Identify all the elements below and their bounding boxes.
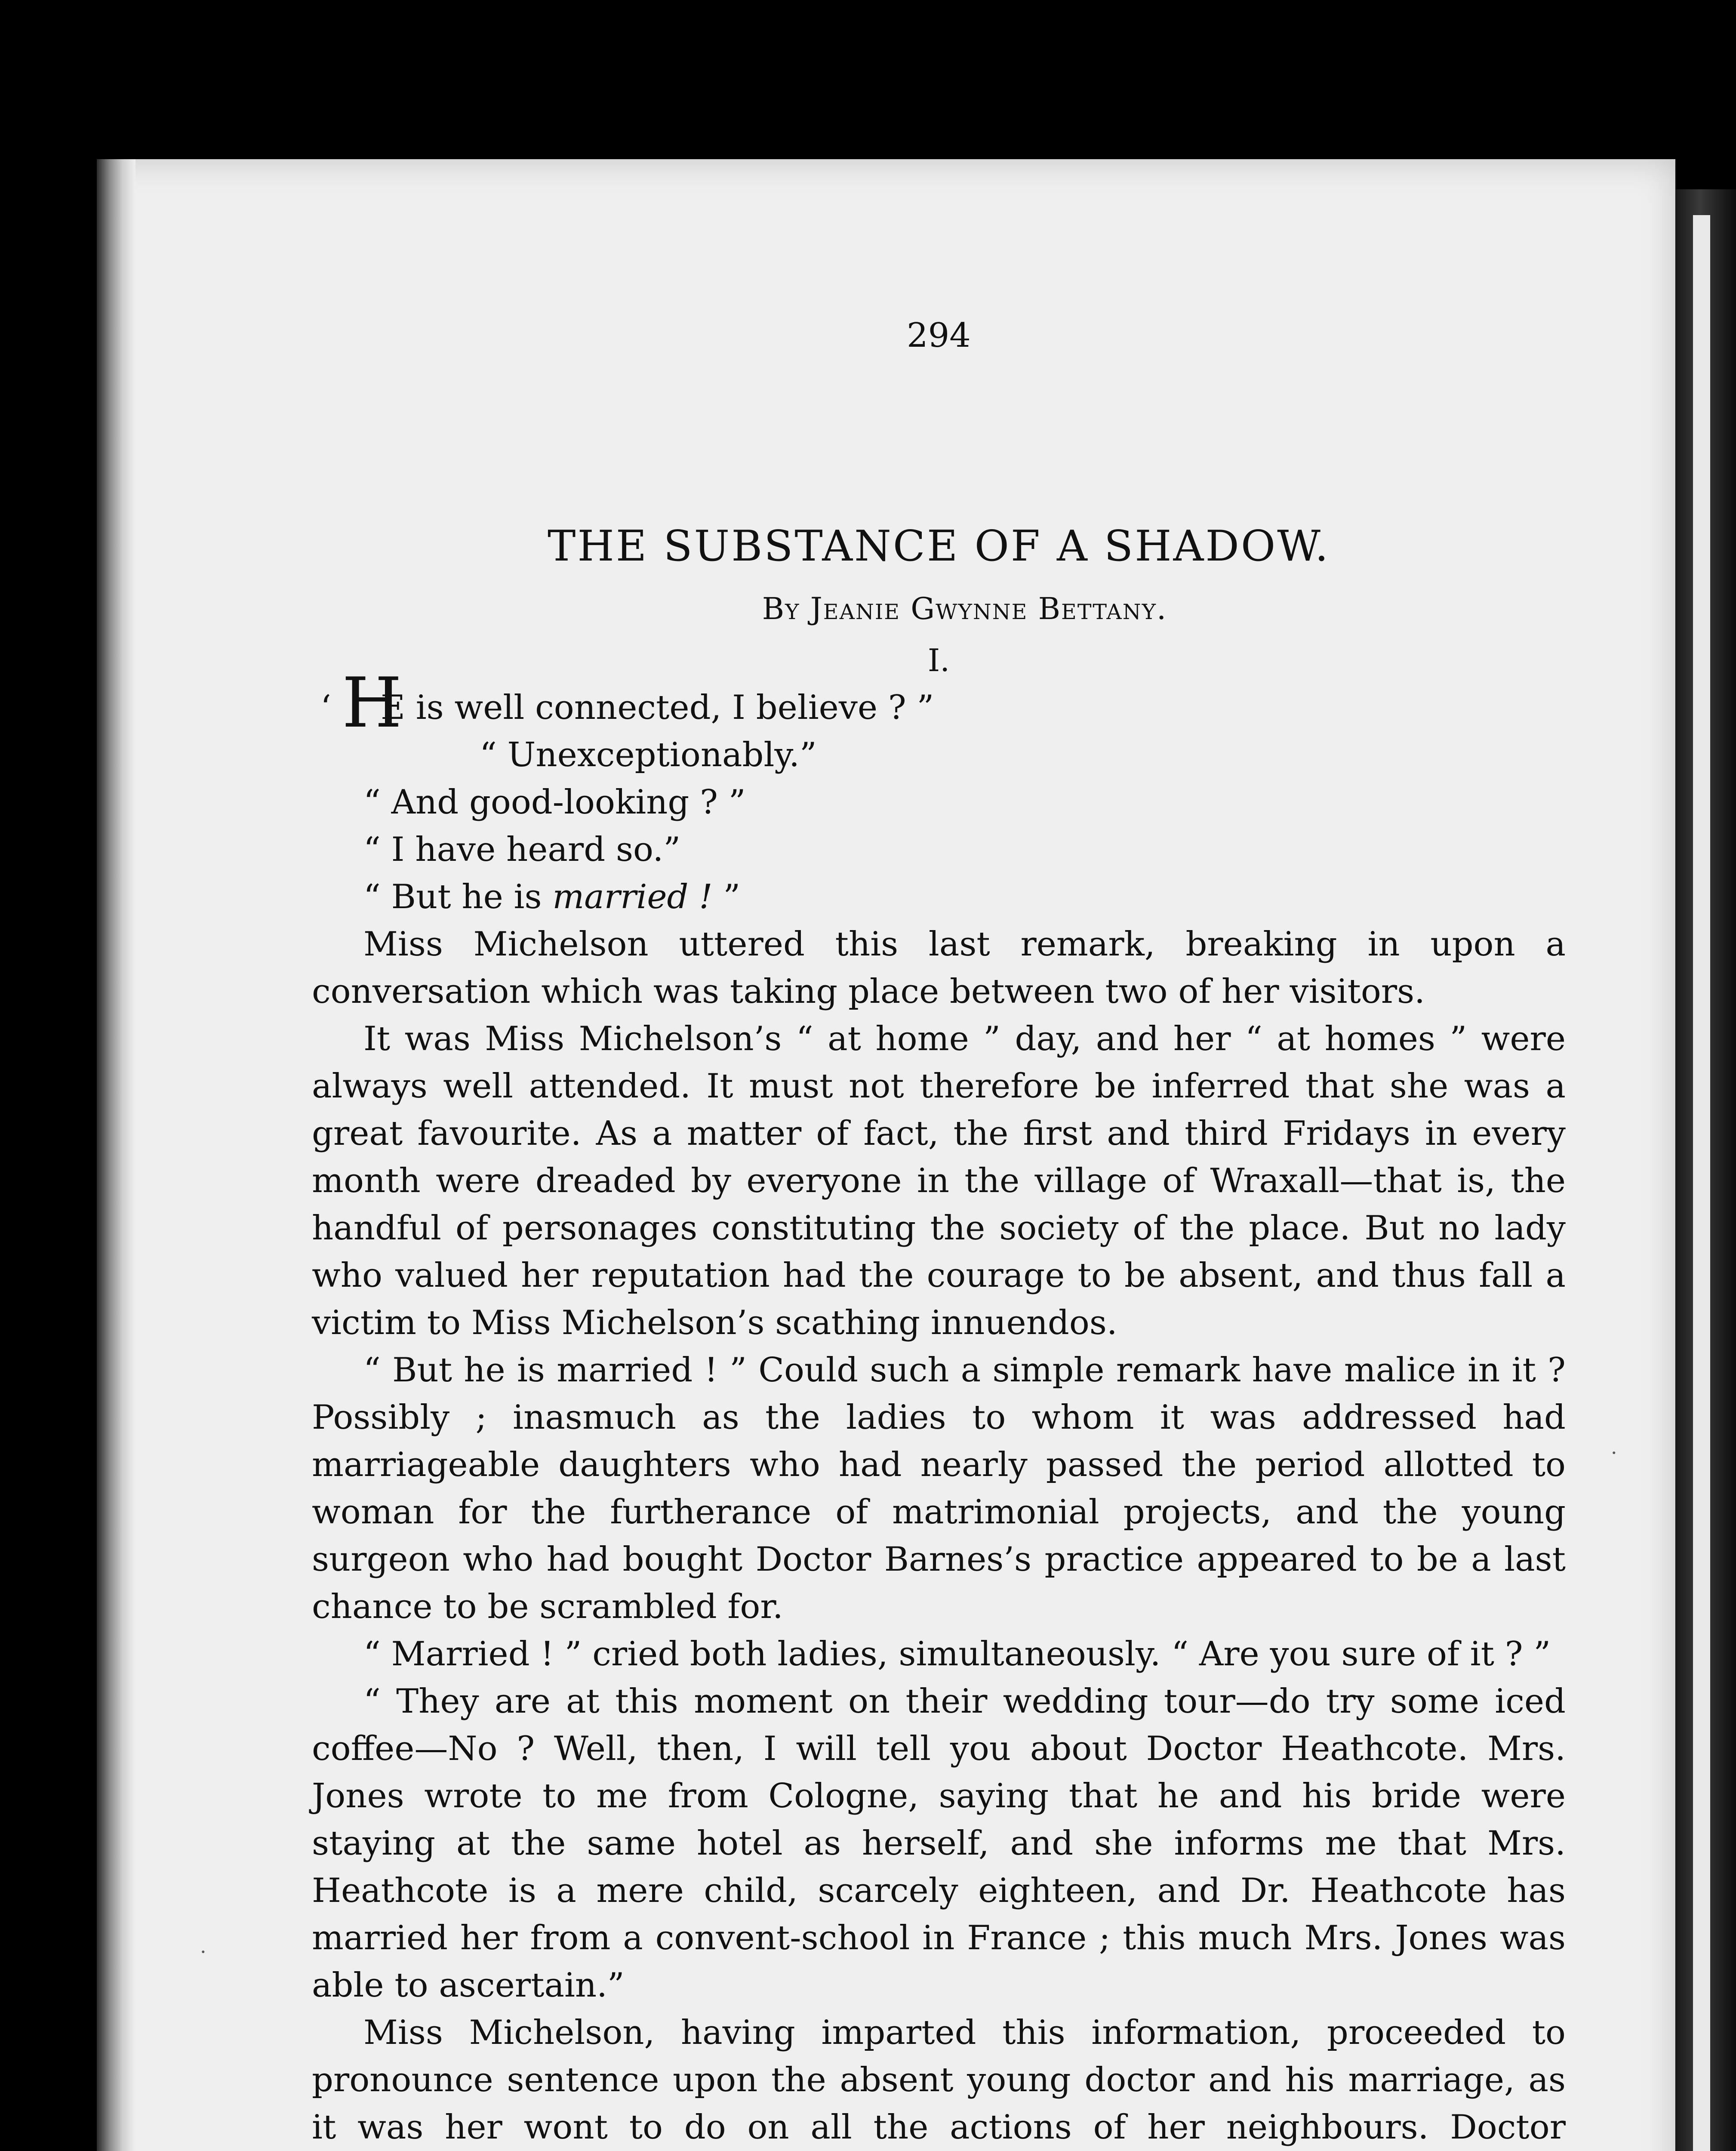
facing-page-sliver: [1693, 215, 1710, 2151]
married-line-prefix: “ But he is: [363, 878, 553, 916]
dialogue-line: “ And good-looking ? ”: [363, 783, 746, 822]
page-content: [312, 314, 1566, 2151]
margin-speck: ·: [200, 1940, 206, 1963]
opening-quote-mark: ‘: [320, 688, 331, 727]
margin-speck: ·: [1611, 1441, 1617, 1464]
married-line-suffix: ”: [712, 878, 741, 916]
paragraph: Miss Michelson uttered this last remark, breaking in upon a conversation which was taking place between two of her visitors.: [312, 925, 1566, 1011]
opening-line: [312, 663, 1566, 743]
section-number: I.: [927, 642, 950, 678]
drop-cap: H: [342, 663, 402, 743]
dialogue-line: “ Unexceptionably.”: [480, 736, 817, 774]
page-number: 294: [907, 316, 971, 355]
paragraph: Miss Michelson, having imparted this information, proceeded to pronounce sentence upon the absent young doctor and his marriage, as it was her wont to do on all the actions of her neighbours. Doctor: [312, 2013, 1566, 2147]
story-title: THE SUBSTANCE OF A SHADOW.: [547, 522, 1330, 571]
paragraph: It was Miss Michelson’s “ at home ” day, and her “ at homes ” were always well attended. It must not therefore be inferred that she was a great favourite. As a matter of fact, the first and third Fridays in every month were dreaded by everyone in the village of Wraxall—that is, the handful of personages constituting the society of the place. But no lady who valued her reputation had the courage to be absent, and thus fall a victim to Miss Michelson’s scathing innuendos.: [312, 1020, 1566, 1342]
dialogue-line: “ I have heard so.”: [363, 830, 681, 869]
dialogue-line-married: [312, 873, 1566, 921]
married-line-emphasis: married !: [552, 878, 713, 916]
author-byline: By Jeanie Gwynne Bettany.: [762, 591, 1167, 626]
story-text: [312, 663, 1566, 2151]
paragraph: “ But he is married ! ” Could such a simple remark have malice in it ? Possibly ; inasmuch as the ladies to whom it was addressed had marriageable daughters who had nearly passed the period allotted to woman for the furtherance of matrimonial projects, and the young surgeon who had bought Doctor Barnes’s practice appeared to be a last chance to be scrambled for.: [312, 1351, 1566, 1626]
opening-line-text: E is well connected, I believe ? ”: [381, 688, 934, 727]
paragraph: “ Married ! ” cried both ladies, simultaneously. “ Are you sure of it ? ”: [363, 1635, 1551, 1673]
paragraph: “ They are at this moment on their wedding tour—do try some iced coffee—No ? Well, then, I will tell you about Doctor Heathcote. Mrs. Jones wrote to me from Cologne, saying that he and his bride were staying at the same hotel as herself, and she informs me that Mrs. Heathcote is a mere child, scarcely eighteen, and Dr. Heathcote has married her from a convent-school in France ; this much Mrs. Jones was able to ascertain.”: [312, 1682, 1566, 2005]
